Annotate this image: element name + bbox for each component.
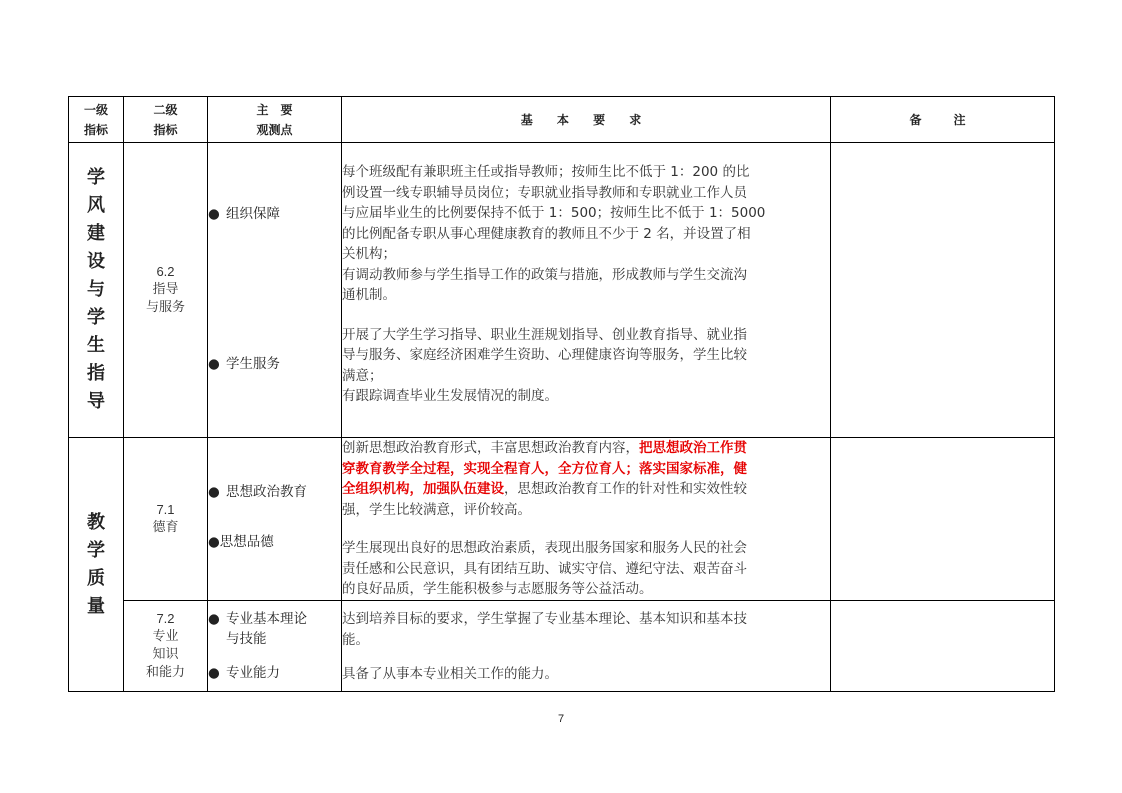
- req-line: [342, 438, 830, 459]
- header-requirements: [342, 97, 831, 143]
- level2-number: 6.2: [156, 264, 175, 279]
- req-line: 每个班级配有兼职班主任或指导教师；按师生比不低于 1：200 的比: [342, 164, 750, 180]
- point-item: ● 学生服务: [208, 356, 280, 372]
- points-cell: [208, 601, 342, 692]
- point-label: 学生服务: [226, 356, 280, 372]
- header-level2: [124, 97, 208, 143]
- point-item: ● 思想政治教育: [208, 484, 307, 500]
- point-label: 组织保障: [226, 206, 280, 222]
- req-line: 责任感和公民意识，具有团结互助、诚实守信、遵纪守法、艰苦奋斗: [342, 560, 747, 577]
- level2-number: 7.1: [156, 502, 175, 517]
- requirements-cell: [342, 143, 831, 438]
- level1-label: 学风建设与学生指导: [87, 167, 105, 412]
- req-line: 与应届毕业生的比例要保持不低于 1：500；按师生比不低于 1：5000: [342, 205, 766, 221]
- remarks-cell: [831, 143, 1055, 438]
- requirement-block-b: [342, 538, 830, 600]
- points-cell: [208, 438, 342, 601]
- page-number: 7: [557, 713, 565, 725]
- req-line: 通机制。: [342, 287, 396, 303]
- point-label: 专业基本理论: [226, 611, 307, 627]
- remarks-cell: [831, 601, 1055, 692]
- level2-name-line2: 知识: [152, 647, 179, 662]
- point-item: [208, 532, 341, 552]
- req-line: 有调动教师参与学生指导工作的政策与措施，形成教师与学生交流沟: [342, 266, 747, 283]
- requirements-cell: [342, 601, 831, 692]
- header-points-line2: 观测点: [256, 122, 293, 137]
- section-row-6-2: [69, 143, 1055, 438]
- point-item-continued: [208, 629, 341, 649]
- level1-cell: [69, 438, 124, 692]
- req-line: 达到培养目标的要求，学生掌握了专业基本理论、基本知识和基本技: [342, 611, 747, 627]
- req-line: 关机构；: [342, 246, 396, 262]
- level2-cell: [124, 601, 208, 692]
- level1-cell: [69, 143, 124, 438]
- req-emphasis-line: 穿教育教学全过程，实现全程育人，全方位育人；落实国家标准，健: [342, 460, 747, 477]
- points-cell: [208, 143, 342, 438]
- req-line: 强，学生比较满意，评价较高。: [342, 501, 531, 518]
- header-remarks-label: 备 注: [909, 112, 976, 127]
- header-level2-line1: 二级: [153, 102, 178, 117]
- req-line: 开展了大学生学习指导、职业生涯规划指导、创业教育指导、就业指: [342, 326, 747, 343]
- header-points: [208, 97, 342, 143]
- level2-name: 德育: [152, 520, 179, 535]
- req-text: 创新思想政治教育形式，丰富思想政治教育内容，: [342, 440, 639, 456]
- req-line: 具备了从事本专业相关工作的能力。: [342, 666, 558, 682]
- req-line: 有跟踪调查毕业生发展情况的制度。: [342, 388, 558, 404]
- header-remarks: [831, 97, 1055, 143]
- point-label: 专业能力: [226, 665, 280, 681]
- req-text: ，思想政治教育工作的针对性和实效性较: [504, 481, 747, 497]
- req-emphasis: 把思想政治工作贯: [639, 440, 747, 456]
- header-level1: [69, 97, 124, 143]
- point-label: ●思想品德: [208, 534, 274, 550]
- point-item: ● 组织保障: [208, 206, 280, 222]
- section-row-7-1: [69, 438, 1055, 601]
- req-line: [342, 479, 830, 500]
- req-line: 满意；: [342, 367, 383, 384]
- header-level1-line2: 指标: [83, 122, 108, 137]
- section-row-7-2: [69, 601, 1055, 692]
- header-row: [69, 97, 1055, 143]
- requirement-block-b: [342, 664, 830, 685]
- requirement-block-a: [342, 609, 830, 650]
- level2-name-line2: 与服务: [145, 300, 185, 315]
- req-line: 例设置一线专职辅导员岗位；专职就业指导教师和专职就业工作人员: [342, 184, 747, 201]
- standards-table: [68, 96, 1055, 692]
- point-item: ● 专业基本理论: [208, 611, 307, 627]
- requirements-cell: [342, 438, 831, 601]
- req-line: 能。: [342, 631, 369, 648]
- req-line: 的比例配备专职从事心理健康教育的教师且不少于 2 名，并设置了相: [342, 225, 751, 242]
- level2-cell: [124, 143, 208, 438]
- header-level2-line2: 指标: [153, 122, 178, 137]
- requirement-block-a: [342, 162, 830, 306]
- point-label: 与技能: [226, 631, 267, 647]
- requirement-block-a: [342, 438, 830, 520]
- header-points-line1: 主 要: [256, 102, 293, 117]
- header-requirements-label: 基 本 要 求: [520, 112, 652, 127]
- level1-label: 教学质量: [87, 511, 105, 617]
- level2-name-line1: 指导: [152, 282, 179, 297]
- remarks-cell: [831, 438, 1055, 601]
- level2-name-line3: 和能力: [145, 665, 185, 680]
- req-line: 的良好品质，学生能积极参与志愿服务等公益活动。: [342, 581, 653, 597]
- level2-name-line1: 专业: [152, 629, 179, 644]
- req-line: 学生展现出良好的思想政治素质，表现出服务国家和服务人民的社会: [342, 540, 747, 556]
- level2-number: 7.2: [156, 611, 175, 626]
- level2-cell: [124, 438, 208, 601]
- header-level1-line1: 一级: [83, 102, 108, 117]
- requirement-block-b: [342, 325, 830, 407]
- point-label: 思想政治教育: [226, 484, 307, 500]
- req-line: 导与服务、家庭经济困难学生资助、心理健康咨询等服务，学生比较: [342, 347, 747, 363]
- point-item: ● 专业能力: [208, 665, 280, 681]
- req-emphasis: 全组织机构，加强队伍建设: [342, 481, 504, 497]
